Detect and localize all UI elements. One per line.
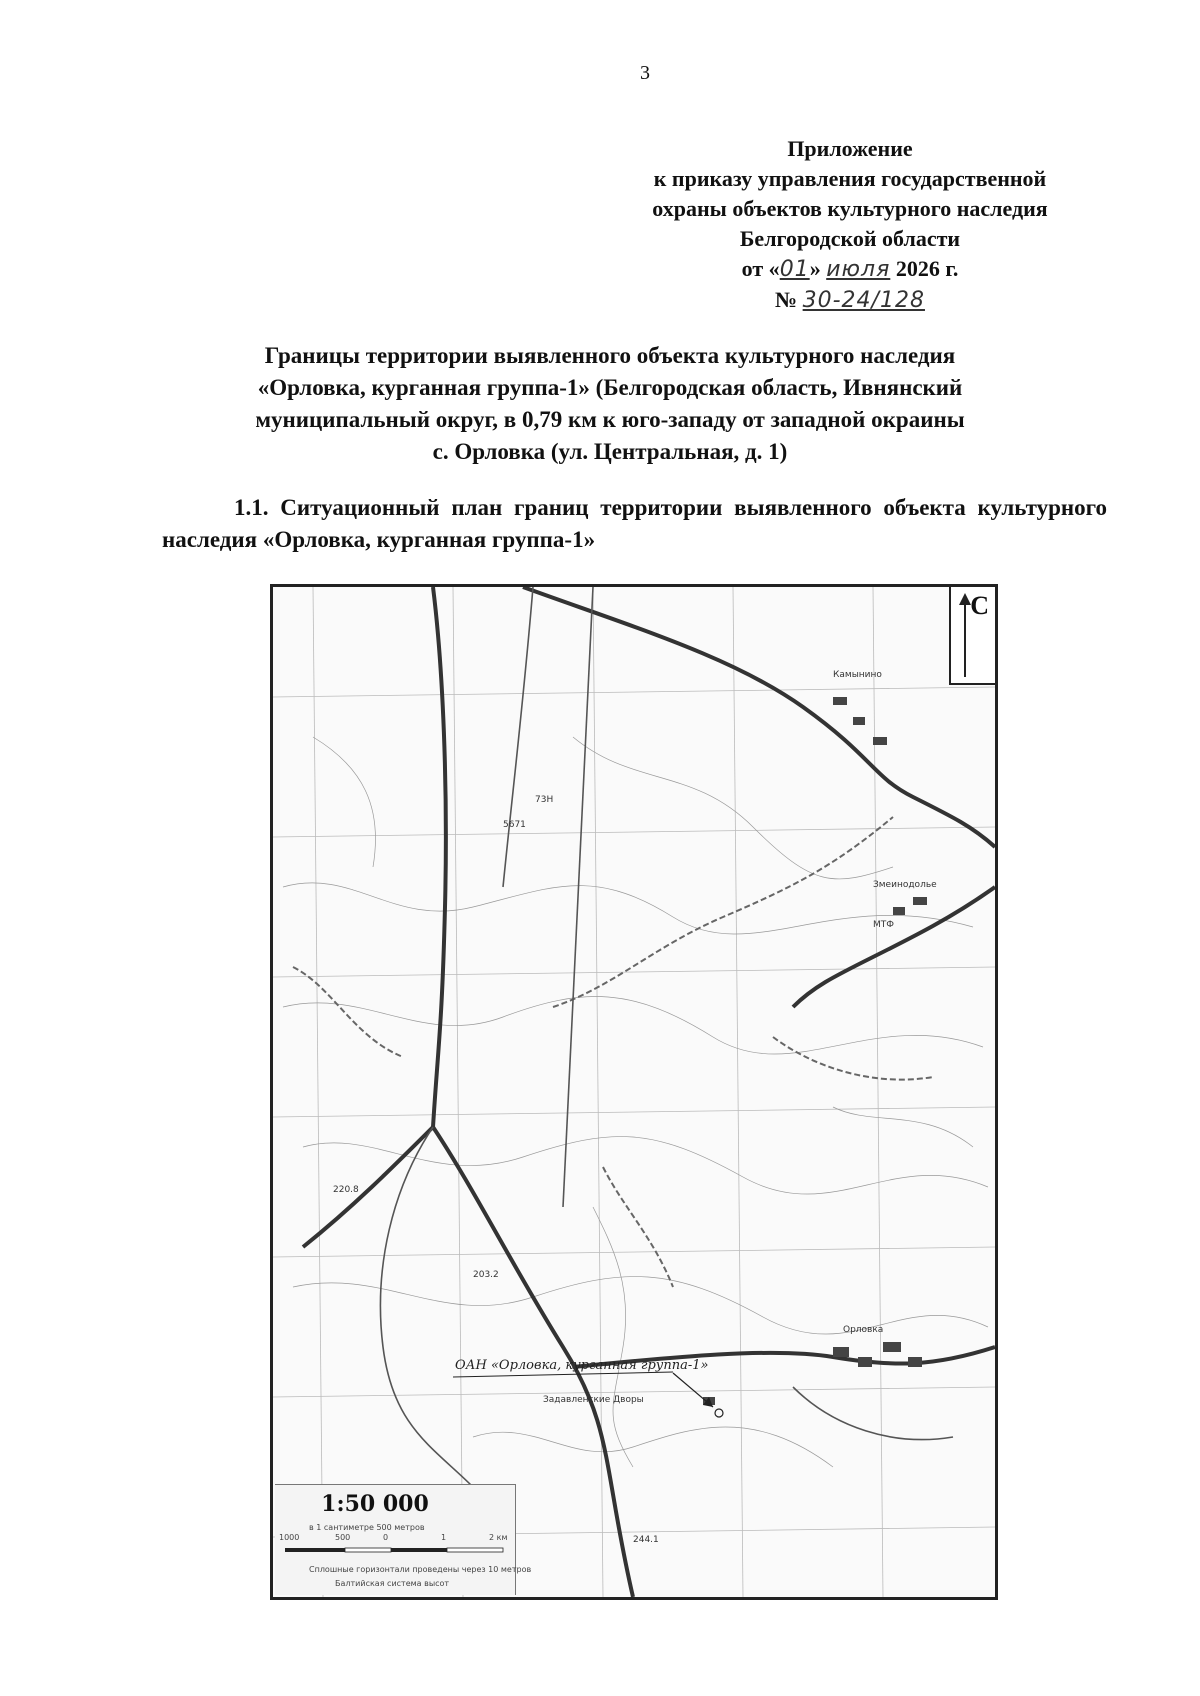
date-month: июля bbox=[826, 257, 891, 282]
map-label-d: Задавленские Дворы bbox=[543, 1395, 644, 1405]
date-year: 2026 г. bbox=[895, 256, 959, 281]
appendix-title: Приложение bbox=[787, 136, 913, 161]
section-heading: 1.1. Ситуационный план границ территории выявленного объекта культурного наследия «Орловка, курганная группа-1» bbox=[162, 495, 1107, 552]
scale-note-1: в 1 сантиметре 500 метров bbox=[309, 1523, 425, 1532]
map-label-g: 73Н bbox=[535, 795, 554, 805]
main-roads bbox=[303, 587, 995, 1597]
appendix-line-4: Белгородской области bbox=[739, 226, 961, 251]
oan-site-marker bbox=[715, 1409, 723, 1417]
settlements bbox=[703, 697, 927, 1405]
appendix-number bbox=[600, 285, 1100, 316]
oan-label: ОАН «Орловка, курганная группа-1» bbox=[455, 1358, 709, 1373]
map-label-e: МТФ bbox=[873, 920, 895, 930]
scale-tick-0: 1000 bbox=[279, 1533, 300, 1542]
title-line-4: с. Орловка (ул. Центральная, д. 1) bbox=[432, 439, 788, 464]
page-number: 3 bbox=[640, 62, 650, 84]
scale-tick-1: 500 bbox=[335, 1533, 351, 1542]
map-label-j: 220.8 bbox=[333, 1185, 359, 1195]
map-label-i: 203.2 bbox=[473, 1270, 499, 1280]
ravines bbox=[293, 817, 933, 1287]
map-drawing bbox=[273, 587, 995, 1597]
appendix-line-3: охраны объектов культурного наследия bbox=[652, 196, 1048, 221]
scale-tick-2: 0 bbox=[383, 1533, 389, 1542]
number-prefix: № bbox=[775, 287, 798, 312]
map-label-a: Камынино bbox=[833, 670, 882, 680]
date-prefix: от « bbox=[741, 256, 780, 281]
scale-note-3: Балтийская система высот bbox=[335, 1579, 450, 1588]
scale-tick-4: 2 км bbox=[489, 1533, 508, 1542]
title-line-3: муниципальный округ, в 0,79 км к юго-западу от западной окраины bbox=[255, 407, 965, 432]
situational-map bbox=[270, 584, 998, 1600]
scale-legend bbox=[275, 1484, 532, 1595]
date-day: 01 bbox=[779, 257, 810, 282]
north-letter: С bbox=[970, 591, 989, 620]
document-title bbox=[150, 340, 1070, 468]
title-line-1: Границы территории выявленного объекта культурного наследия bbox=[264, 343, 956, 368]
date-mid: » bbox=[809, 256, 821, 281]
map-label-f: 5671 bbox=[503, 820, 526, 830]
scale-tick-3: 1 bbox=[441, 1533, 447, 1542]
map-label-c: Орловка bbox=[843, 1325, 884, 1335]
scale-ratio: 1:50 000 bbox=[321, 1491, 429, 1517]
number-value: 30-24/128 bbox=[802, 288, 925, 313]
secondary-roads bbox=[380, 587, 953, 1487]
scale-note-2: Сплошные горизонтали проведены через 10 метров bbox=[309, 1565, 532, 1574]
north-arrow bbox=[949, 587, 995, 685]
title-line-2: «Орловка, курганная группа-1» (Белгородская область, Ивнянский bbox=[257, 375, 963, 400]
appendix-block bbox=[600, 134, 1100, 316]
scale-bar bbox=[277, 1535, 513, 1561]
map-label-b: Змеинодолье bbox=[873, 880, 937, 890]
map-label-h: 244.1 bbox=[633, 1535, 659, 1545]
map-labels bbox=[333, 670, 937, 1545]
appendix-line-2: к приказу управления государственной bbox=[653, 166, 1047, 191]
appendix-date bbox=[600, 254, 1100, 285]
